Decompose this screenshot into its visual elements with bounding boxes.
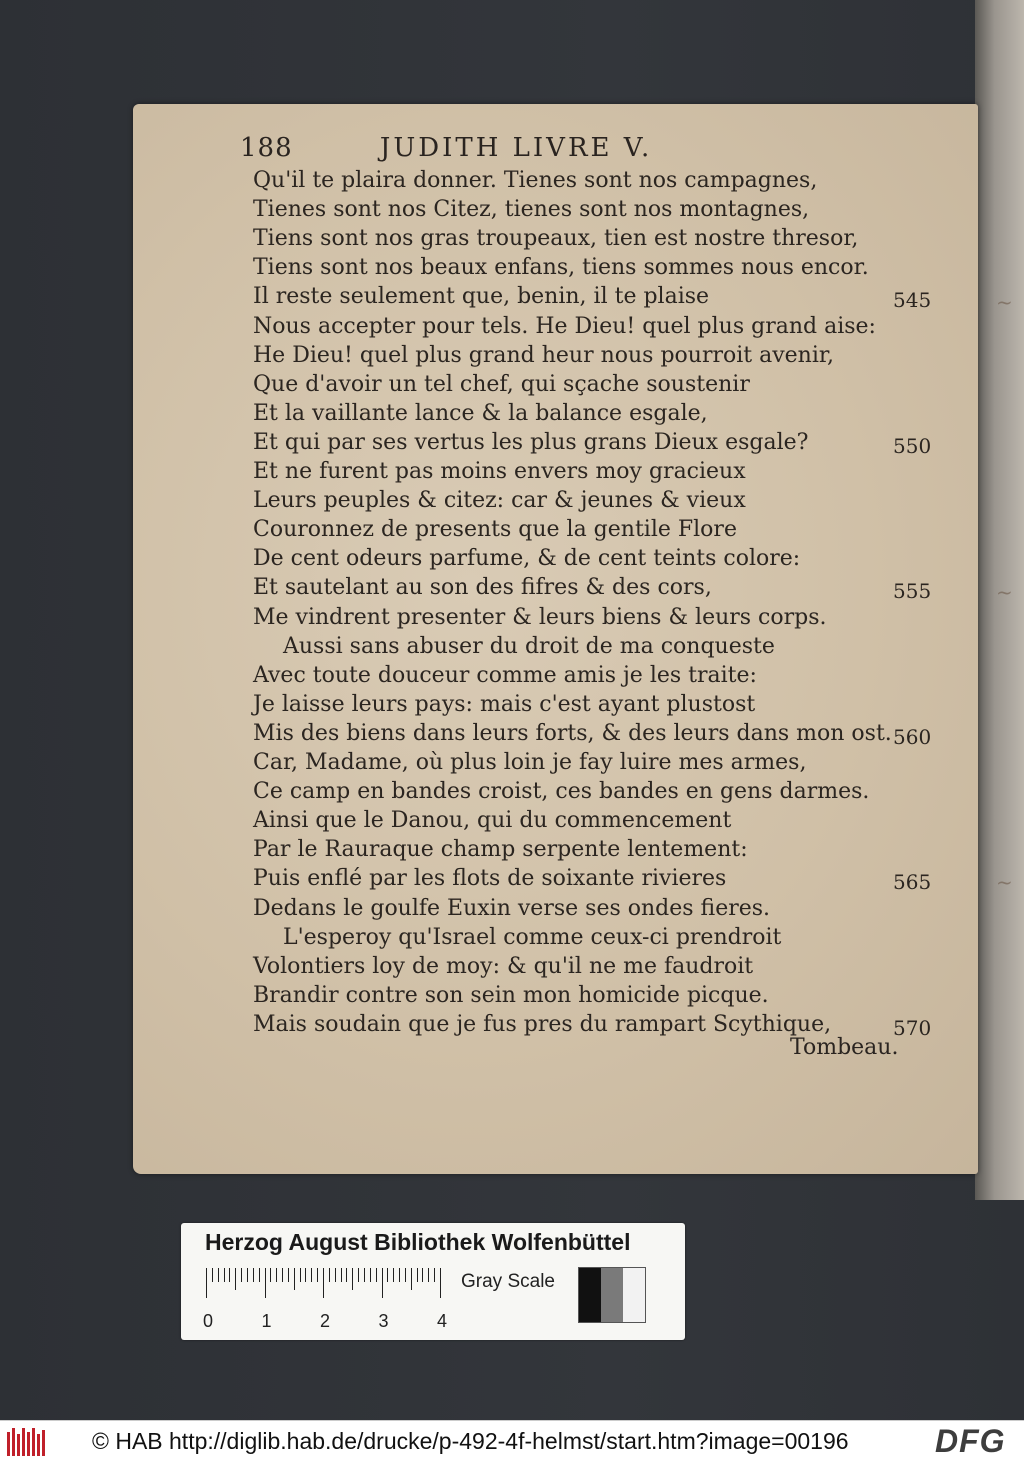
ruler-tick [417,1268,418,1282]
line-number: 570 [893,1015,932,1040]
verse-line: De cent odeurs parfume, & de cent teints colore: [253,546,801,572]
page-number: 188 [240,133,293,163]
verse-line: Tienes sont nos Citez, tienes sont nos montagnes, [253,197,810,223]
verse-line: He Dieu! quel plus grand heur nous pourroit avenir, [253,342,834,368]
verse-line: Dedans le goulfe Euxin verse ses ondes fieres. [253,895,771,921]
gray-scale-chart [578,1267,646,1323]
ruler-tick [270,1268,271,1282]
hab-logo-icon[interactable] [6,1426,48,1458]
verse-line: Il reste seulement que, benin, il te plaise [253,284,710,310]
ruler-tick [422,1268,423,1282]
ruler-tick [335,1268,336,1282]
ruler-tick [229,1268,230,1282]
bleed-through-mark: ~ [996,580,1013,604]
ruler-tick [212,1268,213,1282]
ruler-tick [399,1268,400,1282]
ruler-tick [311,1268,312,1282]
ruler-tick [358,1268,359,1282]
ruler-tick [323,1268,324,1298]
ruler-tick [364,1268,365,1282]
ruler-tick [434,1268,435,1282]
running-head-title: JUDITH LIVRE V. [379,133,653,163]
copyright-link[interactable]: © HAB http://diglib.hab.de/drucke/p-492-4f-helmst/start.htm?image=00196 [92,1428,849,1454]
verse-line: Aussi sans abuser du droit de ma conqueste [283,633,775,659]
verse-line: Me vindrent presenter & leurs biens & leurs corps. [253,604,827,630]
line-number: 565 [893,870,932,895]
ruler-tick [253,1268,254,1282]
verse-line: Brandir contre son sein mon homicide picque. [253,982,769,1008]
ruler-tick [341,1268,342,1282]
verse-line: Avec toute douceur comme amis je les traite: [253,662,757,688]
ruler-tick [376,1268,377,1282]
ruler-number: 1 [261,1311,272,1331]
ruler-tick [247,1268,248,1282]
library-name: Herzog August Bibliothek Wolfenbüttel [205,1229,631,1255]
ruler-tick [317,1268,318,1282]
ruler-tick [259,1268,260,1282]
verse-line: Ce camp en bandes croist, ces bandes en gens darmes. [253,779,870,805]
ruler-tick [235,1268,236,1290]
verse-line: L'esperoy qu'Israel comme ceux-ci prendroit [283,924,782,950]
verse-line: Tiens sont nos beaux enfans, tiens sommes nous encor. [253,255,869,281]
ruler-tick [265,1268,266,1298]
ruler-tick [288,1268,289,1282]
verse-line: Mais soudain que je fus pres du rampart Scythique, [253,1011,832,1037]
verse-line: Puis enflé par les flots de soixante rivieres [253,866,727,892]
verse-line: Et la vaillante lance & la balance esgale, [253,400,708,426]
ruler-tick [241,1268,242,1282]
ruler-tick [393,1268,394,1282]
gray-patch [601,1268,623,1322]
ruler-tick [282,1268,283,1282]
verse-line: Volontiers loy de moy: & qu'il ne me faudroit [253,953,754,979]
verse-line: Ainsi que le Danou, qui du commencement [253,808,732,834]
verse-line: Et qui par ses vertus les plus grans Dieux esgale? [253,429,809,455]
line-number: 555 [893,579,932,604]
ruler-tick [440,1268,441,1298]
measurement-ruler [206,1268,446,1298]
ruler-tick [300,1268,301,1282]
line-number: 560 [893,724,932,749]
ruler-tick [405,1268,406,1282]
ruler-tick [387,1268,388,1282]
verse-line: Et sautelant au son des fifres & des cors, [253,575,712,601]
verse-line: Et ne furent pas moins envers moy gracieux [253,459,746,484]
verse-line: Par le Rauraque champ serpente lentement: [253,837,748,863]
line-number: 550 [893,433,932,458]
ruler-number: 3 [378,1311,389,1331]
ruler-tick [276,1268,277,1282]
verse-line: Mis des biens dans leurs forts, & des leurs dans mon ost. [253,720,892,746]
verse-line: Tiens sont nos gras troupeaux, tien est nostre thresor, [253,226,859,252]
line-number: 545 [893,288,932,313]
ruler-number: 0 [203,1311,214,1331]
ruler-tick [346,1268,347,1282]
catchword: Tombeau. [790,1035,899,1060]
ruler-tick [370,1268,371,1282]
ruler-tick [294,1268,295,1290]
dfg-logo[interactable]: DFG [935,1423,1006,1459]
ruler-tick [428,1268,429,1282]
ruler-number: 2 [320,1311,331,1331]
bleed-through-mark: ~ [996,870,1013,894]
ruler-tick [411,1268,412,1290]
gray-patch [623,1268,645,1322]
verse-line: Car, Madame, où plus loin je fay luire mes armes, [253,750,807,775]
verse-line: Que d'avoir un tel chef, qui sçache soustenir [253,371,750,397]
gray-scale-label: Gray Scale [461,1271,555,1292]
ruler-number: 4 [437,1311,448,1331]
ruler-tick [224,1268,225,1282]
verse-line: Je laisse leurs pays: mais c'est ayant plustost [253,691,756,717]
ruler-tick [218,1268,219,1282]
running-head [240,133,652,163]
ruler-tick [206,1268,207,1298]
gray-patch [579,1268,601,1322]
ruler-tick [352,1268,353,1290]
verse-line: Qu'il te plaira donner. Tienes sont nos campagnes, [253,168,818,193]
ruler-tick [305,1268,306,1282]
bleed-through-mark: ~ [996,290,1013,314]
verse-line: Nous accepter pour tels. He Dieu! quel plus grand aise: [253,313,876,339]
verse-line: Leurs peuples & citez: car & jeunes & vieux [253,488,746,514]
verse-line: Couronnez de presents que la gentile Flore [253,517,737,543]
ruler-tick [382,1268,383,1298]
ruler-tick [329,1268,330,1282]
